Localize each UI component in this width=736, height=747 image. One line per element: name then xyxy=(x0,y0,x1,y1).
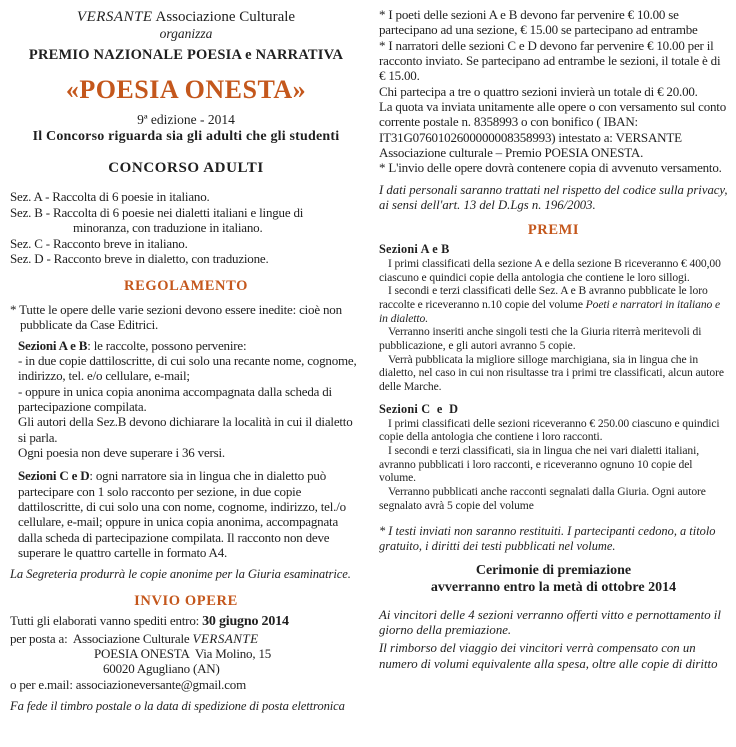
fee-three-four-sections: Chi partecipa a tre o quattro sezioni invierà un totale di € 20.00. xyxy=(379,83,698,99)
premi-ab-heading: Sezioni A e B xyxy=(379,242,450,257)
email-line: o per e.mail: associazioneversante@gmail.com xyxy=(10,676,246,692)
postal-address-line-3: 60020 Agugliano (AN) xyxy=(103,661,220,677)
deadline-date: 30 giugno 2014 xyxy=(202,614,289,630)
ceremony-line-2: avverranno entro la metà di ottobre 2014 xyxy=(430,580,677,596)
fee-poets: * I poeti delle sezioni A e B devono far pervenire € 10.00 se partecipano ad una sezione, € 15.00 se partecipano ad entrambe xyxy=(379,7,698,38)
rule-ab-line-1: - in due copie dattiloscritte, di cui solo una recante nome, cognome, indirizzo, tel. e/o cellulare, e-mail; xyxy=(18,352,357,384)
organizza-line: organizza xyxy=(159,26,213,41)
premi-ab-first: I primi classificati della sezione A e della sezione B riceveranno € 400,00 ciascuno e quindici copie della antologia che contiene le loro sillogi. xyxy=(379,257,721,284)
payment-info: La quota va inviata unitamente alle opere o con versamento sul conto corrente postale n. 8358993 o con bonifico ( IBAN: IT31G0760102600000008358993) intestato a: VERSANTE Associazione culturale – Premio POESIA ONESTA. xyxy=(379,98,727,160)
rule-unpublished: * Tutte le opere delle varie sezioni devono essere inedite: cioè non pubblicate da Case Editrici. xyxy=(10,301,342,333)
invio-heading: INVIO OPERE xyxy=(134,593,238,610)
premi-ab-third: Verranno inseriti anche singoli testi che la Giuria riterrà meritevoli di pubblicazione, e gli autori avranno 5 copie. xyxy=(379,325,702,353)
premi-ab-fourth: Verrà pubblicata la migliore silloge marchigiana, sia in lingua che in dialetto, nel caso in cui non risultasse tra i primi tre classificati, alcun autore delle Marche. xyxy=(379,352,724,394)
organizer-name: VERSANTE xyxy=(76,9,153,25)
organizer-type: Associazione Culturale xyxy=(152,9,296,25)
rule-ab-line-2: - oppure in unica copia anonima accompagnata dalla scheda di partecipazione compilata. xyxy=(18,383,332,414)
rule-sections-ab xyxy=(18,338,362,461)
ceremony-heading xyxy=(379,562,728,597)
section-item-b: Sez. B - Raccolta di 6 poesie nei dialetti italiani e lingue di minoranza, con traduzione in italiano. xyxy=(10,204,304,236)
regolamento-heading: REGOLAMENTO xyxy=(124,277,248,294)
premi-cd-second: I secondi e terzi classificati, sia in lingua che nei vari dialetti italiani, avranno pubblicati i loro racconti, e riceveranno ognuno 10 copie del volume. xyxy=(379,444,700,485)
rights-note: * I testi inviati non saranno restituiti. I partecipanti cedono, a titolo gratuito, i diritti dei testi pubblicati nel volume. xyxy=(379,523,716,553)
ceremony-line-1: Cerimonie di premiazione xyxy=(475,562,632,578)
right-column xyxy=(379,7,728,747)
edition-line: 9ª edizione - 2014 xyxy=(137,112,235,127)
section-item-a: Sez. A - Raccolta di 6 poesie in italiano. xyxy=(10,189,210,204)
premi-ab-volume-title: Poeti e narratori in italiano e in dialetto. xyxy=(379,298,721,325)
section-item-c: Sez. C - Racconto breve in italiano. xyxy=(10,235,188,251)
deadline-line xyxy=(10,613,362,631)
rule-cd-paragraph xyxy=(18,468,362,560)
postmark-note: Fa fede il timbro postale o la data di spedizione di posta elettronica xyxy=(10,699,345,714)
postal-address-line-2: POESIA ONESTA Via Molino, 15 xyxy=(94,646,272,662)
fee-narrators: * I narratori delle sezioni C e D devono far pervenire € 10.00 per il racconto inviato. Se partecipano ad entrambe le sezioni, il totale è di € 15.00. xyxy=(379,37,721,84)
premi-cd-first: I primi classificati delle sezioni riceveranno € 250.00 ciascuno e quindici copie della antologia che contiene i loro racconti. xyxy=(379,416,720,444)
rule-cd-lead: Sezioni C e D xyxy=(18,468,90,484)
secretariat-note: La Segreteria produrrà le copie anonime per la Giuria esaminatrice. xyxy=(10,567,351,582)
deadline-label: Tutti gli elaborati vanno spediti entro: xyxy=(10,613,203,629)
winners-note: Ai vincitori delle 4 sezioni verranno offerti vitto e pernottamento il giorno della premiazione. xyxy=(379,607,721,638)
premi-ab-second xyxy=(379,284,728,325)
privacy-note: I dati personali saranno trattati nel rispetto del codice sulla privacy, ai sensi dell'art. 13 del D.Lgs n. 196/2003. xyxy=(379,182,728,212)
premi-cd-third: Verranno pubblicati anche racconti segnalati dalla Giuria. Ogni autore segnalato avrà 5 copie del volume xyxy=(379,485,706,512)
organizer-line xyxy=(10,9,362,26)
post-org-name: VERSANTE xyxy=(192,630,259,646)
sections-list xyxy=(10,189,362,267)
postal-address-line-1 xyxy=(10,631,362,646)
audience-line: Il Concorso riguarda sia gli adulti che gli studenti xyxy=(32,129,340,144)
rule-sections-cd xyxy=(18,468,362,560)
premi-heading: PREMI xyxy=(527,222,580,239)
premi-ab-second-text: I secondi e terzi classificati delle Sez. A e B avranno pubblicate le loro raccolte e riceveranno n.10 copie del volume xyxy=(379,284,708,312)
section-item-d: Sez. D - Racconto breve in dialetto, con traduzione. xyxy=(10,251,269,267)
rule-ab-lead: Sezioni A e B xyxy=(18,337,88,353)
rule-ab-intro xyxy=(18,338,362,353)
award-name-line: PREMIO NAZIONALE POESIA e NARRATIVA xyxy=(28,47,344,63)
rule-cd-rest: : ogni narratore sia in lingua che in dialetto può partecipare con 1 solo racconto per sezione, in due copie dattiloscritte, di cui solo una con nome, cognome, indirizzo, tel./o cellulare, e-mail; oppure in unica copia anonima, accompagnata dalla scheda di partecipazione compilata. Il racconto non deve superare le quattro cartelle in formato A4. xyxy=(18,468,346,560)
payment-receipt-note: * L'invio delle opere dovrà contenere copia di avvenuto versamento. xyxy=(379,160,722,176)
rule-ab-line-3: Gli autori della Sez.B devono dichiarare la località in cui il dialetto si parla. xyxy=(18,414,353,445)
contest-title: «POESIA ONESTA» xyxy=(65,75,307,104)
left-column xyxy=(10,7,362,747)
post-label: per posta a: xyxy=(10,630,68,646)
premi-cd-heading: Sezioni C e D xyxy=(379,401,459,416)
post-value: Associazione Culturale xyxy=(67,630,193,646)
adults-heading: CONCORSO ADULTI xyxy=(108,160,264,176)
rule-ab-rest: : le raccolte, possono pervenire: xyxy=(87,337,247,353)
travel-note: Il rimborso del viaggio dei vincitori verrà compensato con un numero di volumi equivalente alla spesa, oltre alle copie di diritto xyxy=(379,640,718,671)
rule-ab-line-4: Ogni poesia non deve superare i 36 versi. xyxy=(18,444,225,460)
